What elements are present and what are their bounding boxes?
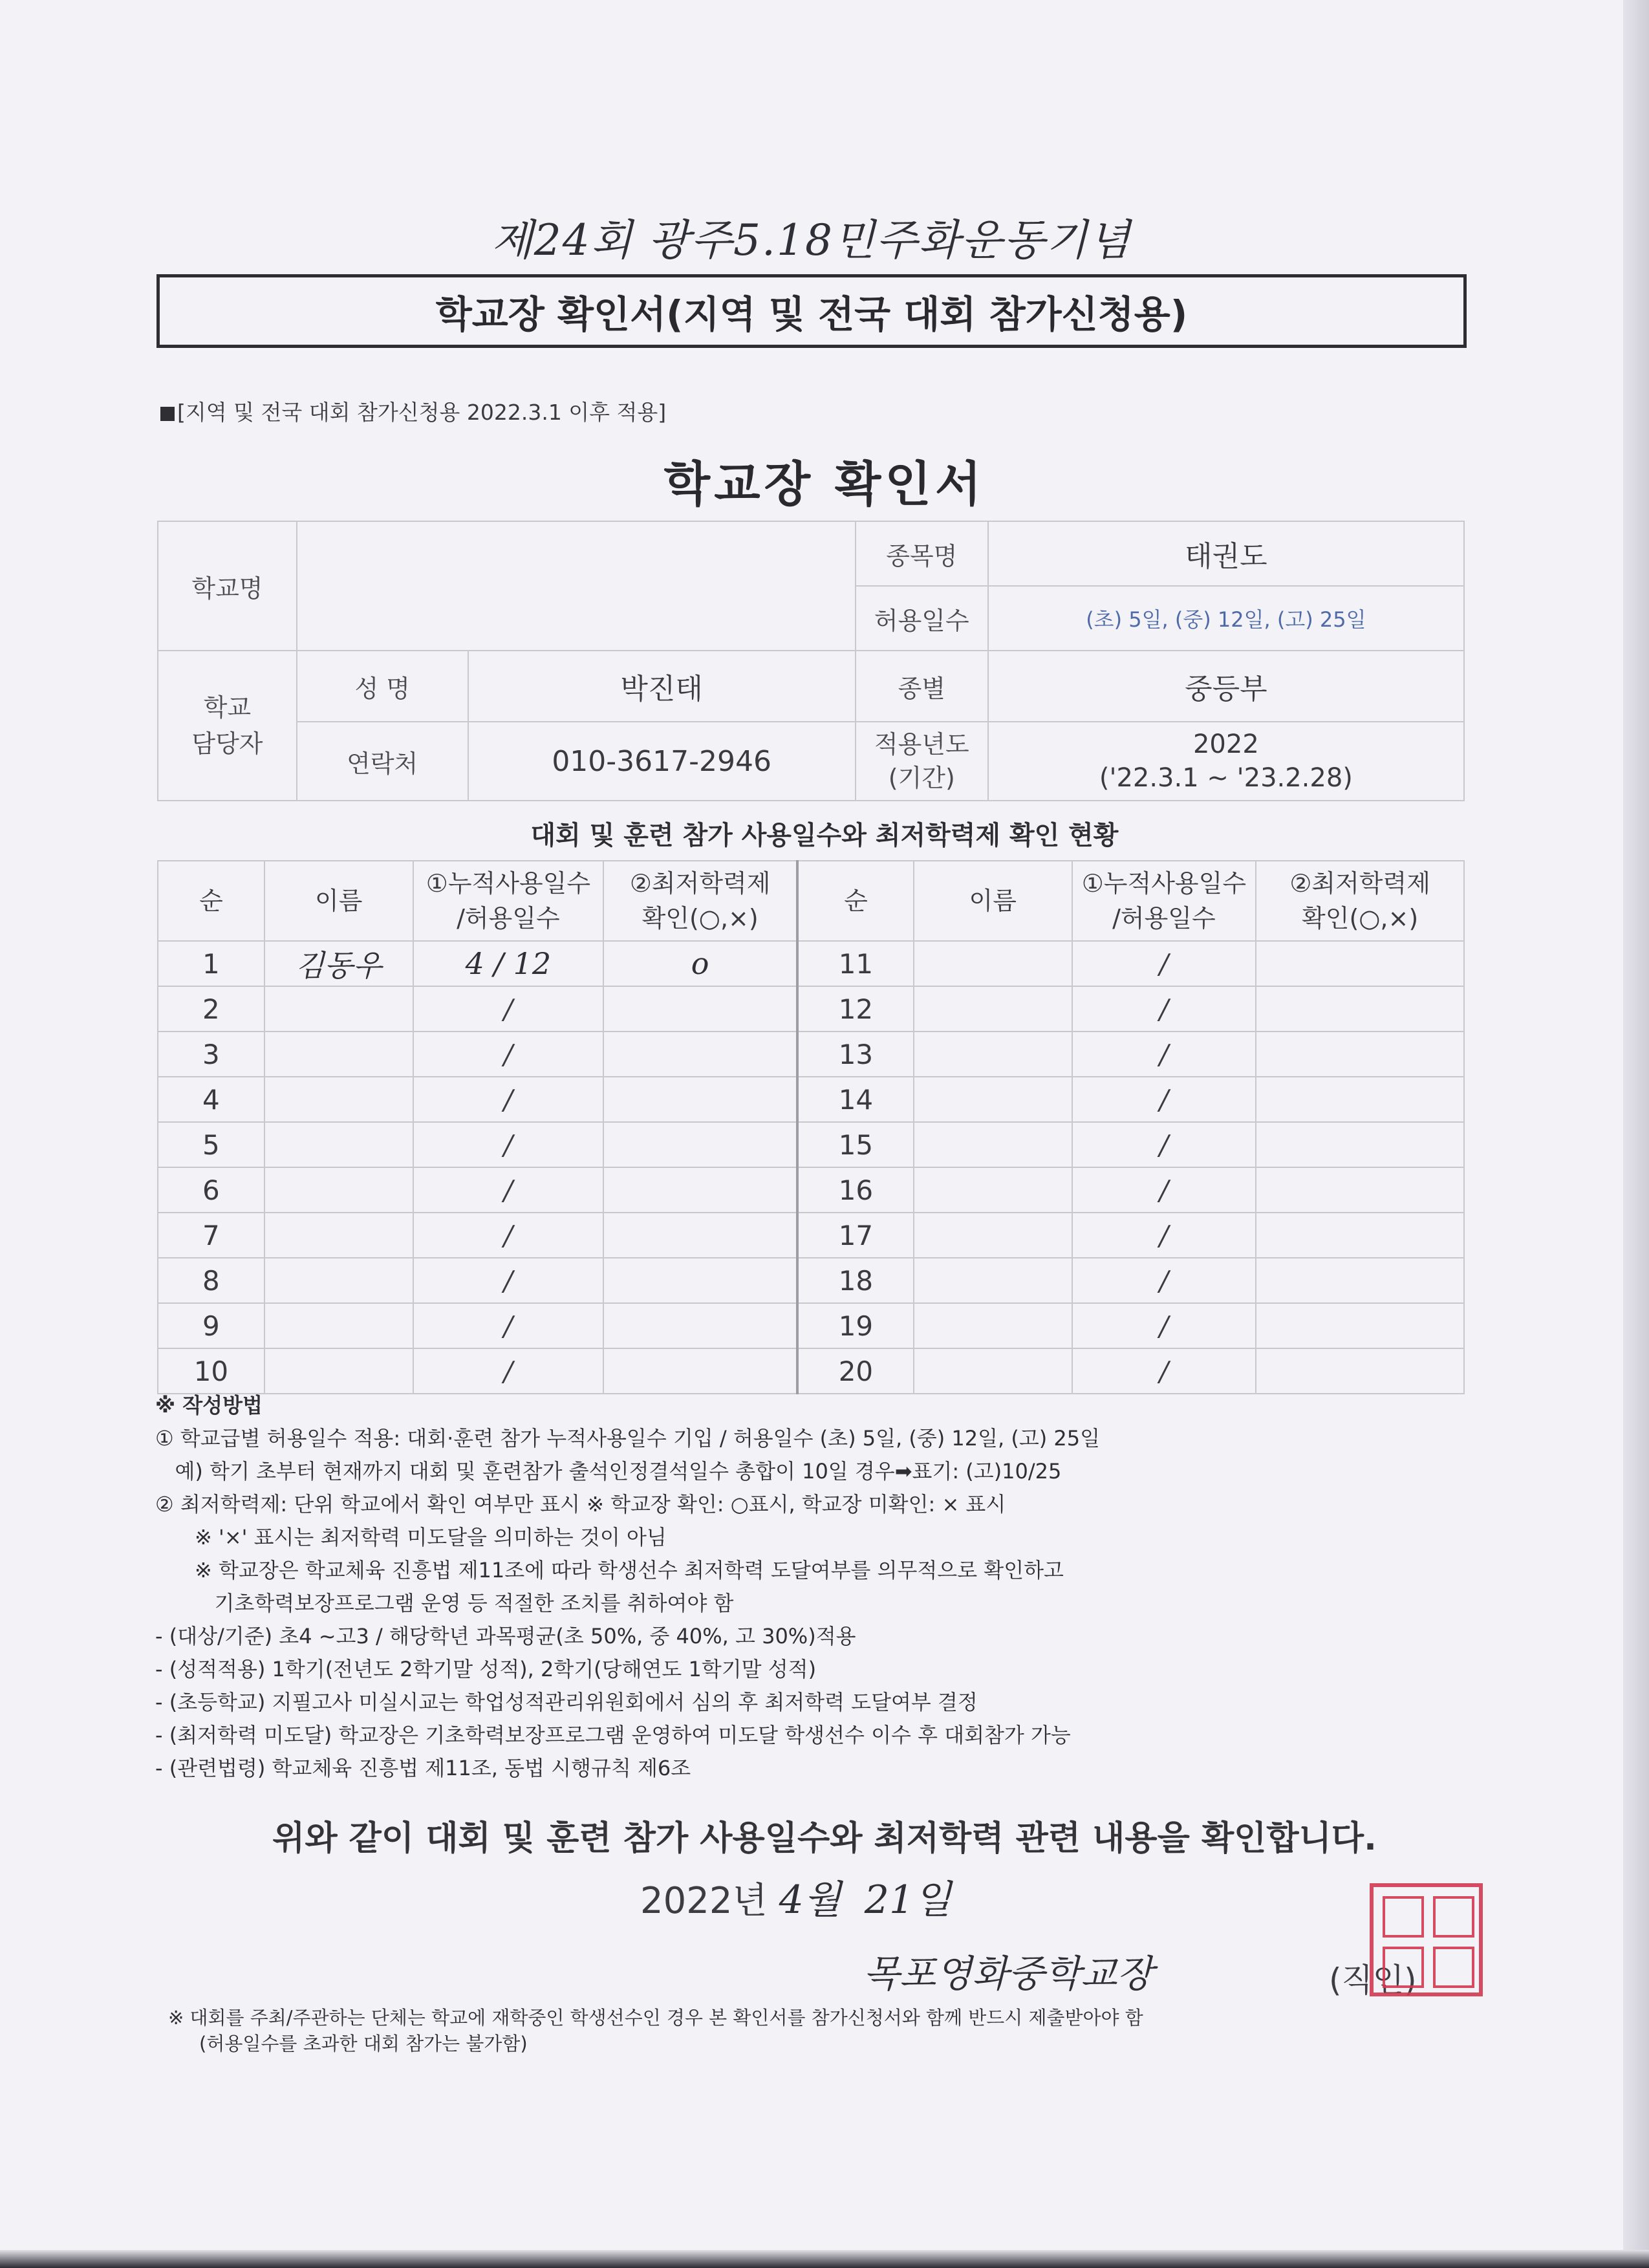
cell-check (1256, 1122, 1464, 1167)
cell-check (603, 1213, 797, 1258)
header-days-line1: ①누적사용일수 (426, 869, 591, 898)
cell-no: 20 (797, 1348, 914, 1394)
cell-days: / (1072, 1031, 1256, 1077)
cell-name (914, 1167, 1072, 1213)
apply-year-label-text: 적용년도 (기간) (874, 730, 969, 792)
cell-no: 13 (797, 1031, 914, 1077)
cell-name (914, 1077, 1072, 1122)
table-row (158, 986, 1464, 1031)
cell-check: o (603, 941, 797, 986)
cell-check (603, 1031, 797, 1077)
cell-check (603, 1122, 797, 1167)
instruction-line: - (초등학교) 지필고사 미실시교는 학업성적관리위원회에서 심의 후 최저학력 도달여부 결정 (155, 1690, 978, 1714)
table-row (158, 1077, 1464, 1122)
cell-days: / (413, 1077, 604, 1122)
apply-year-value (988, 722, 1464, 801)
school-name-value (297, 521, 856, 651)
cell-days: / (1072, 1122, 1256, 1167)
cell-no: 14 (797, 1077, 914, 1122)
cell-name (914, 1258, 1072, 1303)
school-info-table (157, 521, 1465, 801)
cell-check (1256, 1213, 1464, 1258)
staff-label-text: 학교 담당자 (191, 693, 263, 758)
header-no: 순 (797, 861, 914, 941)
instruction-line: - (성적적용) 1학기(전년도 2학기말 성적), 2학기(당해연도 1학기말 성적) (155, 1657, 817, 1681)
cell-days: 4 / 12 (413, 941, 604, 986)
date-day: 21일 (864, 1877, 952, 1923)
cell-days: / (413, 1213, 604, 1258)
cell-name (914, 1213, 1072, 1258)
cell-no: 11 (797, 941, 914, 986)
header-check-line2: 확인(○,×) (1302, 904, 1419, 933)
cell-check (603, 1258, 797, 1303)
school-name-label: 학교명 (158, 521, 297, 651)
table-row (158, 1303, 1464, 1348)
header-check (603, 861, 797, 941)
date-year: 2022년 (640, 1880, 768, 1922)
cell-days: / (1072, 1348, 1256, 1394)
principal-signature: 목포영화중학교장 (863, 1952, 1154, 1996)
event-value: 태권도 (988, 521, 1464, 586)
scan-edge-bottom (0, 2250, 1649, 2268)
cell-no: 15 (797, 1122, 914, 1167)
category-value: 중등부 (988, 651, 1464, 722)
cell-days: / (413, 986, 604, 1031)
cell-days: / (413, 1031, 604, 1077)
cell-days: / (413, 1167, 604, 1213)
cell-days: / (1072, 941, 1256, 986)
cell-no: 5 (158, 1122, 264, 1167)
table-row (158, 1167, 1464, 1213)
cell-days: / (1072, 1303, 1256, 1348)
table-row (158, 1122, 1464, 1167)
apply-period: ('22.3.1 ~ '23.2.28) (1099, 763, 1353, 793)
cell-name (264, 1122, 413, 1167)
cell-days: / (413, 1258, 604, 1303)
header-days (413, 861, 604, 941)
table-row (158, 1258, 1464, 1303)
cell-check (1256, 1258, 1464, 1303)
header-days-line1: ①누적사용일수 (1081, 869, 1247, 898)
person-name-label: 성 명 (297, 651, 468, 722)
form-title-box: 학교장 확인서(지역 및 전국 대회 참가신청용) (156, 274, 1467, 348)
applicability-note (160, 396, 666, 426)
cell-no: 6 (158, 1167, 264, 1213)
cell-days: / (1072, 1077, 1256, 1122)
cell-no: 16 (797, 1167, 914, 1213)
cell-name (914, 1348, 1072, 1394)
cell-days: / (413, 1348, 604, 1394)
footnote-line: ※ 대회를 주최/주관하는 단체는 학교에 재학중인 학생선수인 경우 본 확인서를 참가신청서와 함께 반드시 제출받아야 함 (168, 2007, 1143, 2029)
header-no: 순 (158, 861, 264, 941)
cell-days: / (1072, 986, 1256, 1031)
cell-check (1256, 1348, 1464, 1394)
table-row (158, 1031, 1464, 1077)
cell-name (264, 1303, 413, 1348)
cell-no: 17 (797, 1213, 914, 1258)
header-check-line2: 확인(○,×) (641, 904, 759, 933)
staff-label (158, 651, 297, 801)
contact-label: 연락처 (297, 722, 468, 801)
header-days (1072, 861, 1256, 941)
cell-days: / (1072, 1167, 1256, 1213)
participant-rows (158, 941, 1464, 1394)
event-label: 종목명 (856, 521, 988, 586)
square-bullet-icon (160, 407, 175, 421)
handwritten-header: 제24회 광주5.18민주화운동기념 (491, 215, 1132, 265)
instruction-line: ② 최저학력제: 단위 학교에서 확인 여부만 표시 ※ 학교장 확인: ○표시, 학교장 미확인: × 표시 (155, 1492, 1006, 1517)
instruction-line: ※ 학교장은 학교체육 진흥법 제11조에 따라 학생선수 최저학력 도달여부를 의무적으로 확인하고 (155, 1558, 1064, 1582)
cell-name (914, 1122, 1072, 1167)
header-check-line1: ②최저학력제 (629, 869, 771, 898)
cell-no: 9 (158, 1303, 264, 1348)
document-title: 학교장 확인서 (663, 457, 986, 512)
cell-days: / (1072, 1258, 1256, 1303)
cell-check (1256, 1031, 1464, 1077)
writing-instructions (155, 1389, 1474, 1785)
cell-no: 2 (158, 986, 264, 1031)
category-label: 종별 (856, 651, 988, 722)
instructions-title: ※ 작성방법 (155, 1393, 263, 1418)
cell-check (603, 1167, 797, 1213)
participant-table-header (158, 861, 1464, 941)
cell-check (603, 1348, 797, 1394)
cell-name (914, 941, 1072, 986)
cell-check (1256, 941, 1464, 986)
instruction-line: - (최저학력 미도달) 학교장은 기초학력보장프로그램 운영하여 미도달 학생선수 이수 후 대회참가 가능 (155, 1723, 1071, 1747)
cell-days: / (413, 1303, 604, 1348)
header-name: 이름 (914, 861, 1072, 941)
confirmation-statement: 위와 같이 대회 및 훈련 참가 사용일수와 최저학력 관련 내용을 확인합니다. (272, 1819, 1377, 1858)
apply-year-label (856, 722, 988, 801)
instruction-line: - (대상/기준) 초4 ~고3 / 해당학년 과목평균(초 50%, 중 40%, 고 30%)적용 (155, 1624, 856, 1648)
table-row (158, 941, 1464, 986)
cell-name (264, 1167, 413, 1213)
cell-no: 3 (158, 1031, 264, 1077)
allowed-days-value: (초) 5일, (중) 12일, (고) 25일 (988, 586, 1464, 651)
cell-check (603, 1303, 797, 1348)
participant-table (157, 860, 1465, 1394)
footnote-line: (허용일수를 초과한 대회 참가는 불가함) (199, 2033, 528, 2055)
scan-edge-right (1623, 0, 1649, 2268)
cell-name (264, 1213, 413, 1258)
cell-name (264, 986, 413, 1031)
person-name-value: 박진태 (468, 651, 856, 722)
instruction-line: 예) 학기 초부터 현재까지 대회 및 훈련참가 출석인정결석일수 총합이 10일 경우➡표기: (고)10/25 (155, 1459, 1062, 1484)
cell-no: 19 (797, 1303, 914, 1348)
cell-no: 12 (797, 986, 914, 1031)
cell-name (264, 1348, 413, 1394)
cell-check (603, 986, 797, 1031)
cell-no: 10 (158, 1348, 264, 1394)
cell-name (264, 1031, 413, 1077)
cell-name (264, 1077, 413, 1122)
seal-label: (직인) (1329, 1961, 1417, 1999)
instruction-line: ※ '×' 표시는 최저학력 미도달을 의미하는 것이 아님 (155, 1525, 667, 1550)
header-check (1256, 861, 1464, 941)
cell-no: 7 (158, 1213, 264, 1258)
cell-check (1256, 986, 1464, 1031)
cell-no: 8 (158, 1258, 264, 1303)
header-check-line1: ②최저학력제 (1289, 869, 1430, 898)
cell-name (914, 986, 1072, 1031)
cell-no: 4 (158, 1077, 264, 1122)
apply-year: 2022 (1192, 729, 1259, 759)
cell-no: 1 (158, 941, 264, 986)
cell-check (1256, 1077, 1464, 1122)
section-title: 대회 및 훈련 참가 사용일수와 최저학력제 확인 현황 (530, 821, 1119, 850)
cell-no: 18 (797, 1258, 914, 1303)
cell-name: 김동우 (264, 941, 413, 986)
header-days-line2: /허용일수 (457, 904, 560, 933)
table-row (158, 1348, 1464, 1394)
footnote (168, 2005, 1143, 2057)
signing-date (640, 1869, 963, 1925)
cell-days: / (1072, 1213, 1256, 1258)
cell-days: / (413, 1122, 604, 1167)
allowed-days-label: 허용일수 (856, 586, 988, 651)
cell-check (1256, 1167, 1464, 1213)
cell-check (1256, 1303, 1464, 1348)
header-name: 이름 (264, 861, 413, 941)
date-month: 4월 (779, 1877, 841, 1923)
cell-name (914, 1303, 1072, 1348)
table-row (158, 1213, 1464, 1258)
cell-name (264, 1258, 413, 1303)
cell-check (603, 1077, 797, 1122)
applicability-note-text: [지역 및 전국 대회 참가신청용 2022.3.1 이후 적용] (177, 400, 667, 425)
official-seal-stamp (1370, 1883, 1483, 1996)
instruction-line: ① 학교급별 허용일수 적용: 대회·훈련 참가 누적사용일수 기입 / 허용일수 (초) 5일, (중) 12일, (고) 25일 (155, 1426, 1101, 1451)
cell-name (914, 1031, 1072, 1077)
contact-value: 010-3617-2946 (468, 722, 856, 801)
instruction-line: 기초학력보장프로그램 운영 등 적절한 조치를 취하여야 함 (155, 1591, 734, 1615)
instruction-line: - (관련법령) 학교체육 진흥법 제11조, 동법 시행규칙 제6조 (155, 1756, 691, 1780)
header-days-line2: /허용일수 (1112, 904, 1216, 933)
